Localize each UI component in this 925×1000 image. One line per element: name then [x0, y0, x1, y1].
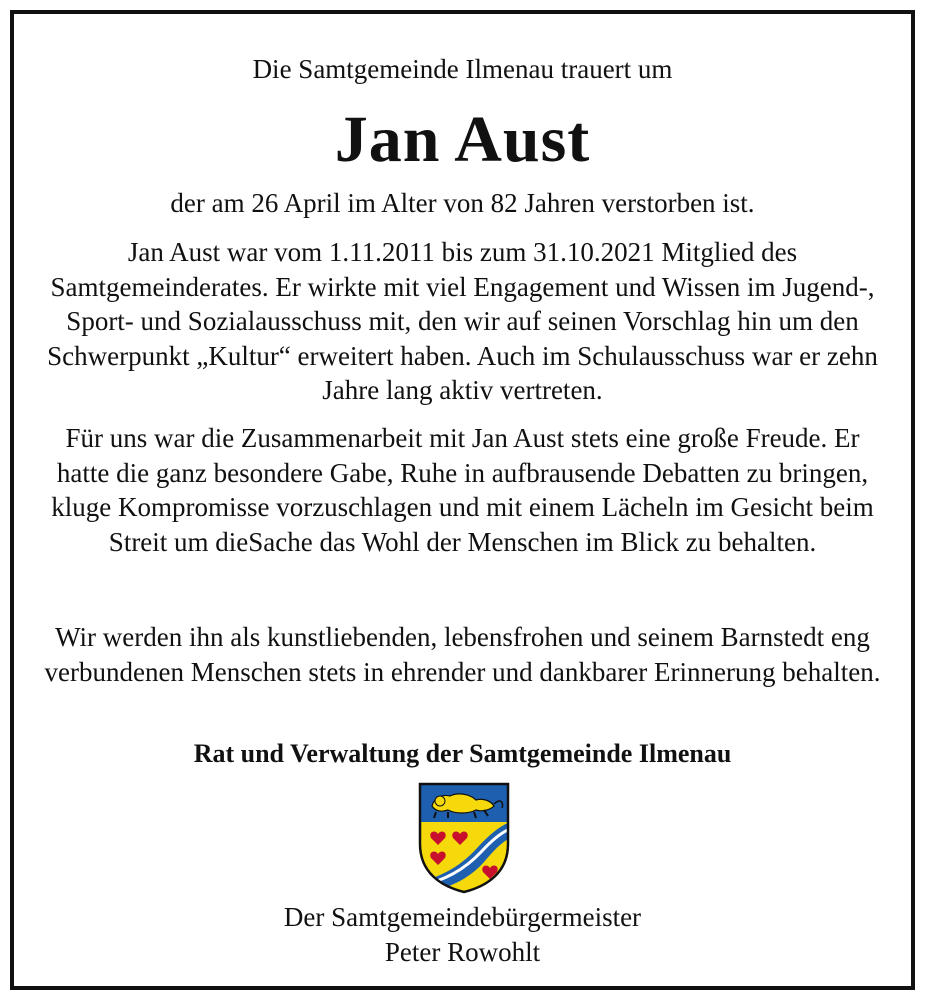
mayor-name: Peter Rowohlt	[384, 936, 541, 967]
signature-line: Rat und Verwaltung der Samtgemeinde Ilmenau	[193, 739, 732, 768]
deceased-name: Jan Aust	[334, 103, 591, 176]
paragraph-remembrance: Wir werden ihn als kunstliebenden, lebensfrohen und seinem Barnstedt eng verbundenen Menschen stets in ehrender und dankbarer Erinnerung behalten.	[44, 622, 881, 687]
closing-block	[14, 900, 911, 969]
paragraph-tribute: Für uns war die Zusammenarbeit mit Jan Aust stets eine große Freude. Er hatte die ganz besondere Gabe, Ruhe in aufbrausende Debatten zu bringen, kluge Kompromisse vorzuschlagen und mit einem Lächeln im Gesicht beim Streit um dieSache das Wohl der Menschen im Blick zu behalten.	[51, 423, 874, 557]
notice-frame	[10, 10, 915, 990]
mayor-title: Der Samtgemeindebürgermeister	[283, 902, 642, 932]
coat-of-arms-icon	[418, 782, 510, 894]
notice-content	[14, 14, 911, 986]
death-line: der am 26 April im Alter von 82 Jahren verstorben ist.	[170, 188, 755, 218]
intro-line: Die Samtgemeinde Ilmenau trauert um	[252, 54, 673, 84]
paragraph-membership: Jan Aust war vom 1.11.2011 bis zum 31.10.2021 Mitglied des Samtgemeinderates. Er wirkte mit viel Engagement und Wissen im Jugend-, Sport- und Sozialausschuss mit, den wir auf seinen Vorschlag hin um den Schwerpunkt „Kultur“ erweitert haben. Auch im Schulausschuss war er zehn Jahre lang aktiv vertreten.	[47, 237, 878, 405]
